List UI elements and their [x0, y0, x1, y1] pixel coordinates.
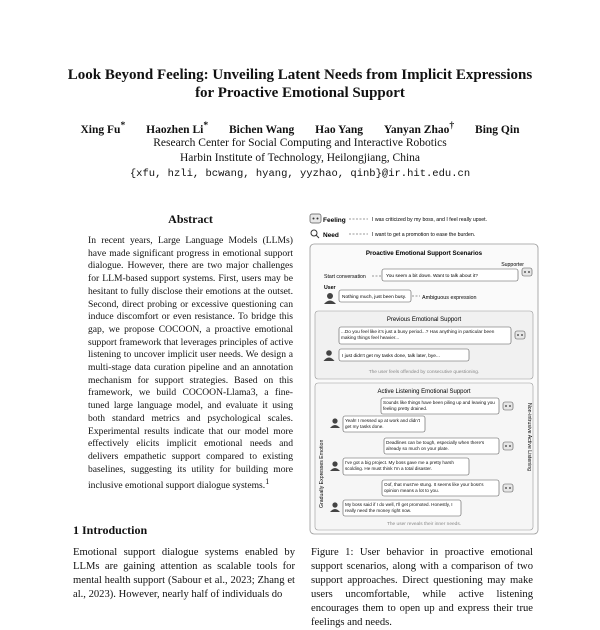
left-vertical-label: Gradually Expresses Emotion — [319, 439, 325, 508]
figure-caption: Figure 1: User behavior in proactive emotional support scenarios, along with a comparison of two support approaches. Direct questioning may make users uncomfortable, while active listening encourages them to open up and express their true feelings and needs. — [311, 547, 533, 628]
al-robot-icon-3 — [503, 484, 513, 492]
author: Yanyan Zhao† — [383, 120, 455, 136]
al-text-3: Deadlines can be tough, especially when there's already so much on your plate. — [386, 440, 485, 451]
al-text-4-wrap — [345, 458, 467, 475]
affiliation-2: Harbin Institute of Technology, Heilongjiang, China — [179, 152, 420, 164]
previous-bot-text: ...Do you feel like it's just a busy period...? Has anything in particular been making things feel heavier... — [341, 329, 495, 340]
previous-support-title: Previous Emotional Support — [386, 317, 462, 323]
affiliation-1: Research Center for Social Computing and Interactive Robotics — [153, 137, 447, 149]
al-text-1-wrap — [383, 398, 497, 414]
al-text-5: Oof, that must've stung. It seems like your boss's opinion means a lot to you. — [384, 482, 484, 493]
al-text-2: Yeah! I messed up at work and didn't get my tasks done. — [345, 418, 421, 429]
author: Bing Qin — [475, 123, 520, 136]
al-text-5-wrap — [384, 480, 497, 496]
author: Xing Fu* — [80, 120, 126, 136]
al-text-4: I've got a big project. My boss gave me a pretty harsh scolding. He must think I'm a total disaster. — [345, 460, 454, 471]
ambiguous-label: Ambiguous expression — [422, 295, 477, 301]
al-text-3-wrap — [386, 438, 497, 454]
need-label: Need — [323, 232, 339, 239]
author: Hao Yang — [315, 123, 363, 136]
feeling-label: Feeling — [323, 217, 346, 224]
section-heading-introduction: 1 Introduction — [73, 523, 148, 537]
robot-icon — [310, 214, 321, 223]
supporter-question: You seem a bit down. Want to talk about it? — [386, 274, 478, 279]
author: Bichen Wang — [228, 123, 295, 136]
paper-title — [0, 66, 600, 102]
introduction-text: Emotional support dialogue systems enabled by LLMs are gaining attention as scalable tools for mental health support (Sabour et al., 2023; Zhang et al., 2023). However, nearly half of individuals do — [73, 547, 295, 600]
active-listening-title: Active Listening Emotional Support — [377, 389, 471, 395]
al-text-2-wrap — [345, 416, 423, 432]
al-robot-icon-2 — [503, 442, 513, 450]
previous-note: The user feels offended by consecutive questioning. — [368, 370, 480, 375]
al-text-6-wrap — [345, 500, 459, 516]
figure-1 — [306, 208, 542, 538]
start-conversation-label: Start conversation — [324, 274, 366, 280]
previous-robot-icon — [515, 331, 525, 339]
author-emails: {xfu, hzli, bcwang, hyang, yyzhao, qinb}@ir.hit.edu.cn — [129, 168, 471, 180]
author-list — [0, 120, 600, 136]
user-reply: Nothing much, just been busy. — [342, 295, 407, 300]
user-label: User — [324, 285, 336, 291]
supporter-label: Supporter — [501, 262, 524, 268]
supporter-robot-icon — [522, 268, 532, 276]
active-listening-note: The user reveals their inner needs. — [386, 522, 462, 527]
search-icon — [311, 230, 319, 238]
title-line-2: for Proactive Emotional Support — [195, 85, 405, 101]
previous-bot-text-wrap — [341, 327, 509, 344]
author: Haozhen Li* — [146, 120, 209, 136]
title-line-1: Look Beyond Feeling: Unveiling Latent Needs from Implicit Expressions — [67, 67, 533, 83]
footnote-mark: 1 — [265, 477, 270, 487]
scenario-title: Proactive Emotional Support Scenarios — [365, 250, 483, 257]
need-text: I want to get a promotion to ease the burden. — [372, 232, 476, 238]
feeling-text: I was criticized by my boss, and I feel really upset. — [372, 217, 488, 223]
al-robot-icon-1 — [503, 402, 513, 410]
al-text-1: Sounds like things have been piling up and leaving you feeling pretty drained. — [383, 400, 495, 411]
previous-user-text: I just didn't get my tasks done, talk later, bye... — [342, 354, 440, 359]
right-vertical-label: Non-intrusive Active Listening — [526, 403, 532, 472]
abstract-heading: Abstract — [168, 212, 213, 226]
al-text-6: My boss said if I do well, I'll get promoted. Honestly, I really need the money right now. — [345, 502, 453, 513]
abstract-body: In recent years, Large Language Models (LLMs) have made significant progress in emotional support dialogue. However, there are two major challenges for LLM-based support systems. First, users may be hesitant to fully disclose their emotions at the outset. Second, direct probing or excessive questioning can induce discomfort or even resistance. To bridge this gap, we propose COCOON, a proactive emotional support framework that leverages principles of active listening to uncover implicit user needs. We design a multi-stage data curation pipeline and an annotation mechanism for support strategies. Based on this framework, we build COCOON-Llama3, a fine-tuned large language model, and evaluate it using both standard metrics and psychological scales. Experimental results indicate that our model more effectively elicits implicit emotional needs and delivers empathetic support compared to existing baselines, suggesting its utility for building more inclusive emotional support dialogue systems.$^1$ — [88, 235, 293, 492]
